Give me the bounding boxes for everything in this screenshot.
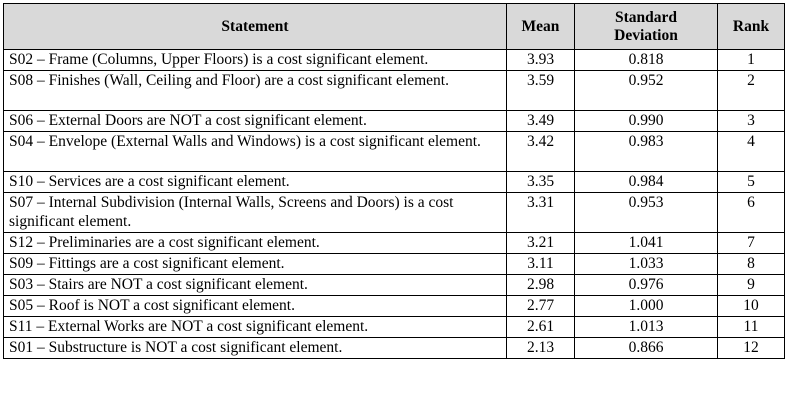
cell-rank: 10 bbox=[718, 296, 785, 317]
cell-rank: 6 bbox=[718, 193, 785, 233]
cell-rank: 4 bbox=[718, 132, 785, 172]
cell-mean: 3.49 bbox=[507, 111, 575, 132]
cell-rank: 11 bbox=[718, 317, 785, 338]
table-row bbox=[4, 317, 785, 338]
cell-mean: 3.93 bbox=[507, 50, 575, 71]
cell-statement: S08 – Finishes (Wall, Ceiling and Floor) are a cost significant element. bbox=[4, 71, 507, 111]
header-standard-deviation bbox=[575, 4, 718, 50]
cell-mean: 3.11 bbox=[507, 254, 575, 275]
table-row bbox=[4, 233, 785, 254]
cell-mean: 3.21 bbox=[507, 233, 575, 254]
cell-mean: 3.42 bbox=[507, 132, 575, 172]
cell-sd: 1.041 bbox=[575, 233, 718, 254]
cell-statement: S11 – External Works are NOT a cost significant element. bbox=[4, 317, 507, 338]
cell-statement: S02 – Frame (Columns, Upper Floors) is a cost significant element. bbox=[4, 50, 507, 71]
cell-statement: S07 – Internal Subdivision (Internal Walls, Screens and Doors) is a cost significant element. bbox=[4, 193, 507, 233]
table-row bbox=[4, 275, 785, 296]
table-row bbox=[4, 111, 785, 132]
header-std-line2: Deviation bbox=[614, 26, 678, 44]
cell-statement: S05 – Roof is NOT a cost significant element. bbox=[4, 296, 507, 317]
cell-mean: 2.61 bbox=[507, 317, 575, 338]
cell-rank: 3 bbox=[718, 111, 785, 132]
header-mean: Mean bbox=[507, 4, 575, 50]
cell-rank: 7 bbox=[718, 233, 785, 254]
cell-statement: S10 – Services are a cost significant element. bbox=[4, 172, 507, 193]
cell-mean: 2.98 bbox=[507, 275, 575, 296]
cell-mean: 3.31 bbox=[507, 193, 575, 233]
cell-sd: 0.976 bbox=[575, 275, 718, 296]
cell-statement: S04 – Envelope (External Walls and Windows) is a cost significant element. bbox=[4, 132, 507, 172]
cell-rank: 1 bbox=[718, 50, 785, 71]
cell-mean: 2.77 bbox=[507, 296, 575, 317]
table-row bbox=[4, 71, 785, 111]
cell-sd: 1.013 bbox=[575, 317, 718, 338]
table-row bbox=[4, 296, 785, 317]
cell-rank: 5 bbox=[718, 172, 785, 193]
cell-sd: 1.033 bbox=[575, 254, 718, 275]
cell-mean: 3.35 bbox=[507, 172, 575, 193]
cell-mean: 2.13 bbox=[507, 338, 575, 359]
header-rank: Rank bbox=[718, 4, 785, 50]
cell-rank: 8 bbox=[718, 254, 785, 275]
table-container bbox=[3, 3, 785, 359]
cell-mean: 3.59 bbox=[507, 71, 575, 111]
cell-sd: 1.000 bbox=[575, 296, 718, 317]
cell-statement: S01 – Substructure is NOT a cost significant element. bbox=[4, 338, 507, 359]
table-row bbox=[4, 193, 785, 233]
cell-rank: 9 bbox=[718, 275, 785, 296]
cell-sd: 0.866 bbox=[575, 338, 718, 359]
cell-statement: S03 – Stairs are NOT a cost significant element. bbox=[4, 275, 507, 296]
table-row bbox=[4, 50, 785, 71]
table-row bbox=[4, 338, 785, 359]
statement-ranking-table bbox=[3, 3, 785, 359]
cell-rank: 12 bbox=[718, 338, 785, 359]
header-row bbox=[4, 4, 785, 50]
table-row bbox=[4, 172, 785, 193]
header-statement: Statement bbox=[4, 4, 507, 50]
header-std-line1: Standard bbox=[614, 8, 678, 26]
cell-sd: 0.952 bbox=[575, 71, 718, 111]
table-row bbox=[4, 254, 785, 275]
cell-sd: 0.984 bbox=[575, 172, 718, 193]
cell-sd: 0.983 bbox=[575, 132, 718, 172]
cell-statement: S09 – Fittings are a cost significant element. bbox=[4, 254, 507, 275]
cell-sd: 0.953 bbox=[575, 193, 718, 233]
cell-statement: S12 – Preliminaries are a cost significant element. bbox=[4, 233, 507, 254]
cell-sd: 0.990 bbox=[575, 111, 718, 132]
cell-statement: S06 – External Doors are NOT a cost significant element. bbox=[4, 111, 507, 132]
table-row bbox=[4, 132, 785, 172]
cell-sd: 0.818 bbox=[575, 50, 718, 71]
cell-rank: 2 bbox=[718, 71, 785, 111]
